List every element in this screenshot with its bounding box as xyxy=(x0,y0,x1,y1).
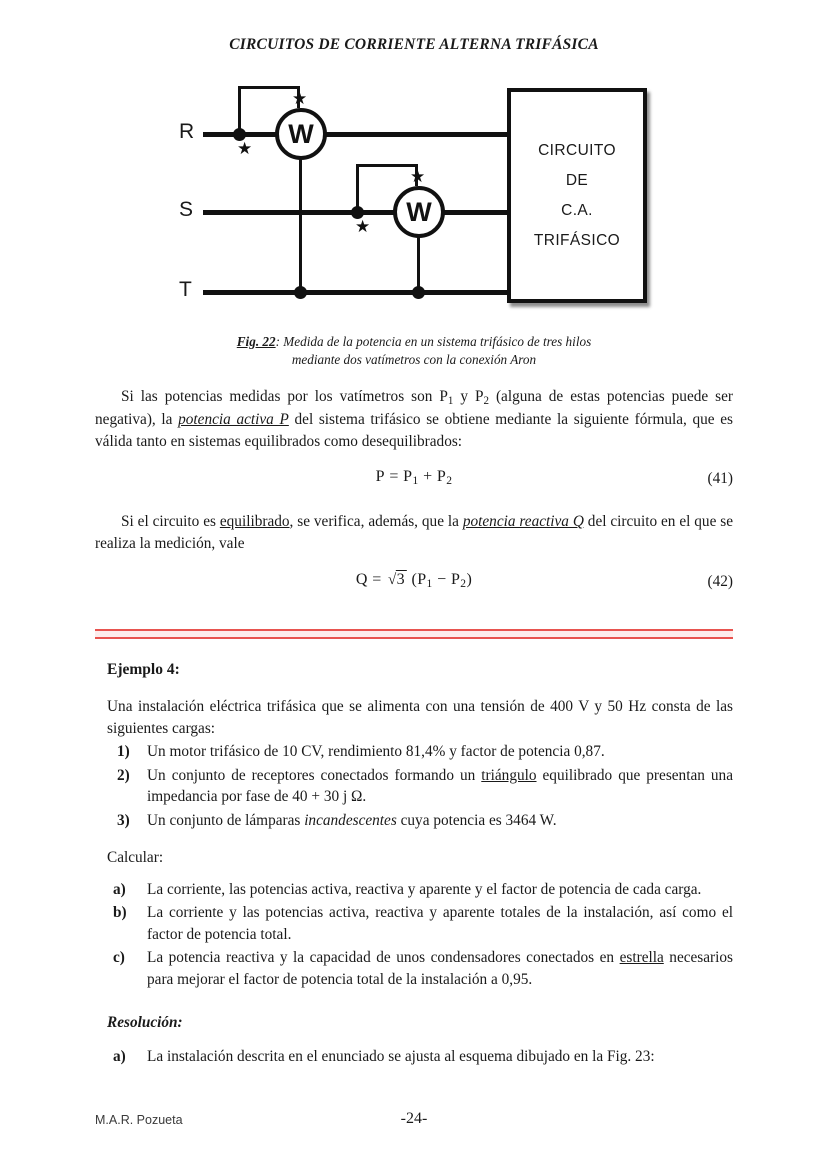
p2-text-b: , se verifica, además, que la xyxy=(289,513,463,531)
list-marker: 3) xyxy=(117,811,130,829)
list-item xyxy=(95,947,733,990)
p2-emphasis: potencia reactiva Q xyxy=(462,513,584,531)
eq42-term-1-sub: 1 xyxy=(426,577,433,590)
list-item-italic: incandescentes xyxy=(304,811,397,829)
example-load-list xyxy=(95,741,733,831)
eq42-paren-close: ) xyxy=(466,570,473,588)
w2-star-voltage: ★ xyxy=(410,167,426,186)
p2-underline: equilibrado xyxy=(219,513,290,531)
list-item xyxy=(95,1046,733,1067)
example-heading: Ejemplo 4: xyxy=(107,660,180,678)
eq42-equals: = xyxy=(372,570,382,588)
equation-41-body xyxy=(376,468,453,487)
section-divider xyxy=(95,629,733,639)
figure-caption-line-2: mediante dos vatímetros con la conexión Aron xyxy=(291,351,537,367)
figure-22 xyxy=(179,68,649,369)
list-item xyxy=(95,741,733,762)
circuit-diagram xyxy=(179,68,649,323)
load-box-line-4: TRIFÁSICO xyxy=(533,231,621,249)
load-box-line-1: CIRCUITO xyxy=(538,141,616,159)
eq41-term-2-sub: 2 xyxy=(446,475,453,488)
p1-sub-1: 1 xyxy=(447,394,454,407)
resolution-text: La instalación descrita en el enunciado se ajusta al esquema dibujado en la Fig. 23: xyxy=(147,1047,655,1065)
phase-label-s: S xyxy=(179,198,194,221)
list-marker: 1) xyxy=(117,743,130,761)
paragraph-active-power xyxy=(95,386,733,453)
list-item-text-a: Un motor trifásico de 10 CV, rendimiento 81,4% y factor de potencia 0,87. xyxy=(147,743,605,761)
eq41-operator: + xyxy=(423,468,433,486)
w2-voltage-coil-left xyxy=(356,164,359,212)
eq42-term-2: P xyxy=(450,570,461,588)
list-item xyxy=(95,902,733,945)
eq41-equals: = xyxy=(389,468,399,486)
list-item-text-a: Un conjunto de lámparas xyxy=(147,811,305,829)
eq42-paren-open: ( xyxy=(411,570,418,588)
resolution-list xyxy=(95,1046,733,1067)
eq42-lhs: Q xyxy=(355,570,368,588)
list-item-text-b: equilibrado que presentan una impedancia por fase de 40 + 30 j Ω. xyxy=(147,766,733,806)
eq41-lhs: P xyxy=(375,468,385,486)
list-item xyxy=(95,765,733,808)
phase-label-t: T xyxy=(179,278,193,301)
equation-41-number: (41) xyxy=(707,470,733,488)
example-questions-list xyxy=(95,879,733,990)
p1-text-d: del sistema trifásico se obtiene mediante la siguiente fórmula, que es válida tanto en sistemas equilibrados como desequilibrados: xyxy=(95,411,734,450)
load-box-line-3: C.A. xyxy=(561,201,593,219)
question-text-a: La potencia reactiva y la capacidad de unos condensadores conectados en xyxy=(147,949,620,967)
list-marker: a) xyxy=(113,1047,126,1065)
question-text-a: La corriente y las potencias activa, reactiva y aparente totales de la instalación, así como el factor de potencia total. xyxy=(147,904,733,943)
list-item-text-c: cuya potencia es 3464 W. xyxy=(396,811,557,829)
wattmeter-2: W xyxy=(393,186,445,238)
p1-text-a: Si las potencias medidas por los vatímetros son P xyxy=(121,387,448,405)
question-underline: estrella xyxy=(619,949,664,967)
figure-caption-ref: Fig. 22 xyxy=(236,334,276,349)
list-marker: a) xyxy=(113,880,126,898)
figure-caption-line-1: : Medida de la potencia en un sistema trifásico de tres hilos xyxy=(275,334,592,349)
eq41-term-1-sub: 1 xyxy=(412,475,419,488)
page-footer xyxy=(0,1110,828,1133)
p1-sub-2: 2 xyxy=(483,394,489,407)
footer-page-number: -24- xyxy=(400,1110,428,1127)
equation-42-body xyxy=(356,571,472,590)
list-item-text-a: Un conjunto de receptores conectados formando un xyxy=(147,766,482,784)
p2-text-c: del circuito en el que se realiza la medición, vale xyxy=(95,513,734,553)
list-item-underline: triángulo xyxy=(481,766,537,784)
list-item xyxy=(95,879,733,900)
equation-42-number: (42) xyxy=(707,572,733,590)
p1-text-b: y P xyxy=(453,387,484,405)
eq42-operator: − xyxy=(437,570,447,588)
wire-r-right xyxy=(323,132,507,137)
eq42-term-1: P xyxy=(417,570,427,588)
w1-voltage-coil-top xyxy=(238,86,300,89)
w1-star-current: ★ xyxy=(237,139,253,158)
resolution-heading: Resolución: xyxy=(107,1013,183,1031)
equation-41 xyxy=(95,468,733,494)
example-lead: Una instalación eléctrica trifásica que se alimenta con una tensión de 400 V y 50 Hz consta de las siguientes cargas: xyxy=(107,697,733,737)
list-marker: c) xyxy=(113,949,125,967)
eq42-radical-sign: √ xyxy=(388,571,397,588)
eq42-sqrt xyxy=(386,571,407,589)
w2-star-current: ★ xyxy=(355,217,371,236)
wattmeter-1: W xyxy=(275,108,327,160)
question-text-a: La corriente, las potencias activa, reactiva y aparente y el factor de potencia de cada carga. xyxy=(147,880,702,898)
wire-s-right xyxy=(441,210,507,215)
footer-author: M.A.R. Pozueta xyxy=(95,1113,183,1127)
question-text-b: necesarios para mejorar el factor de potencia total de la instalación a 0,95. xyxy=(147,949,733,988)
equation-42 xyxy=(95,571,733,597)
eq41-term-2: P xyxy=(436,468,447,486)
list-marker: b) xyxy=(113,904,127,922)
list-item xyxy=(95,810,733,831)
load-box xyxy=(507,88,647,303)
figure-caption xyxy=(179,333,649,369)
p1-text-c: (alguna de estas potencias puede ser negativa), la xyxy=(95,387,733,429)
page-title: CIRCUITOS DE CORRIENTE ALTERNA TRIFÁSICA xyxy=(229,36,599,53)
p2-text-a: Si el circuito es xyxy=(121,513,220,531)
w1-voltage-coil-left xyxy=(238,86,241,134)
w2-voltage-coil-top xyxy=(356,164,418,167)
node-w2-t xyxy=(412,286,425,299)
w1-drop-to-t xyxy=(299,158,302,294)
load-box-line-2: DE xyxy=(565,171,589,189)
eq41-term-1: P xyxy=(403,468,413,486)
p1-emphasis: potencia activa P xyxy=(178,411,289,429)
eq42-radicand: 3 xyxy=(396,570,406,588)
wire-t xyxy=(203,290,507,295)
phase-label-r: R xyxy=(179,120,195,143)
paragraph-reactive-power xyxy=(95,511,733,554)
list-marker: 2) xyxy=(117,766,130,784)
node-w1-t xyxy=(294,286,307,299)
eq42-term-2-sub: 2 xyxy=(460,577,467,590)
calcular-label: Calcular: xyxy=(107,848,164,866)
w1-star-voltage: ★ xyxy=(292,89,308,108)
